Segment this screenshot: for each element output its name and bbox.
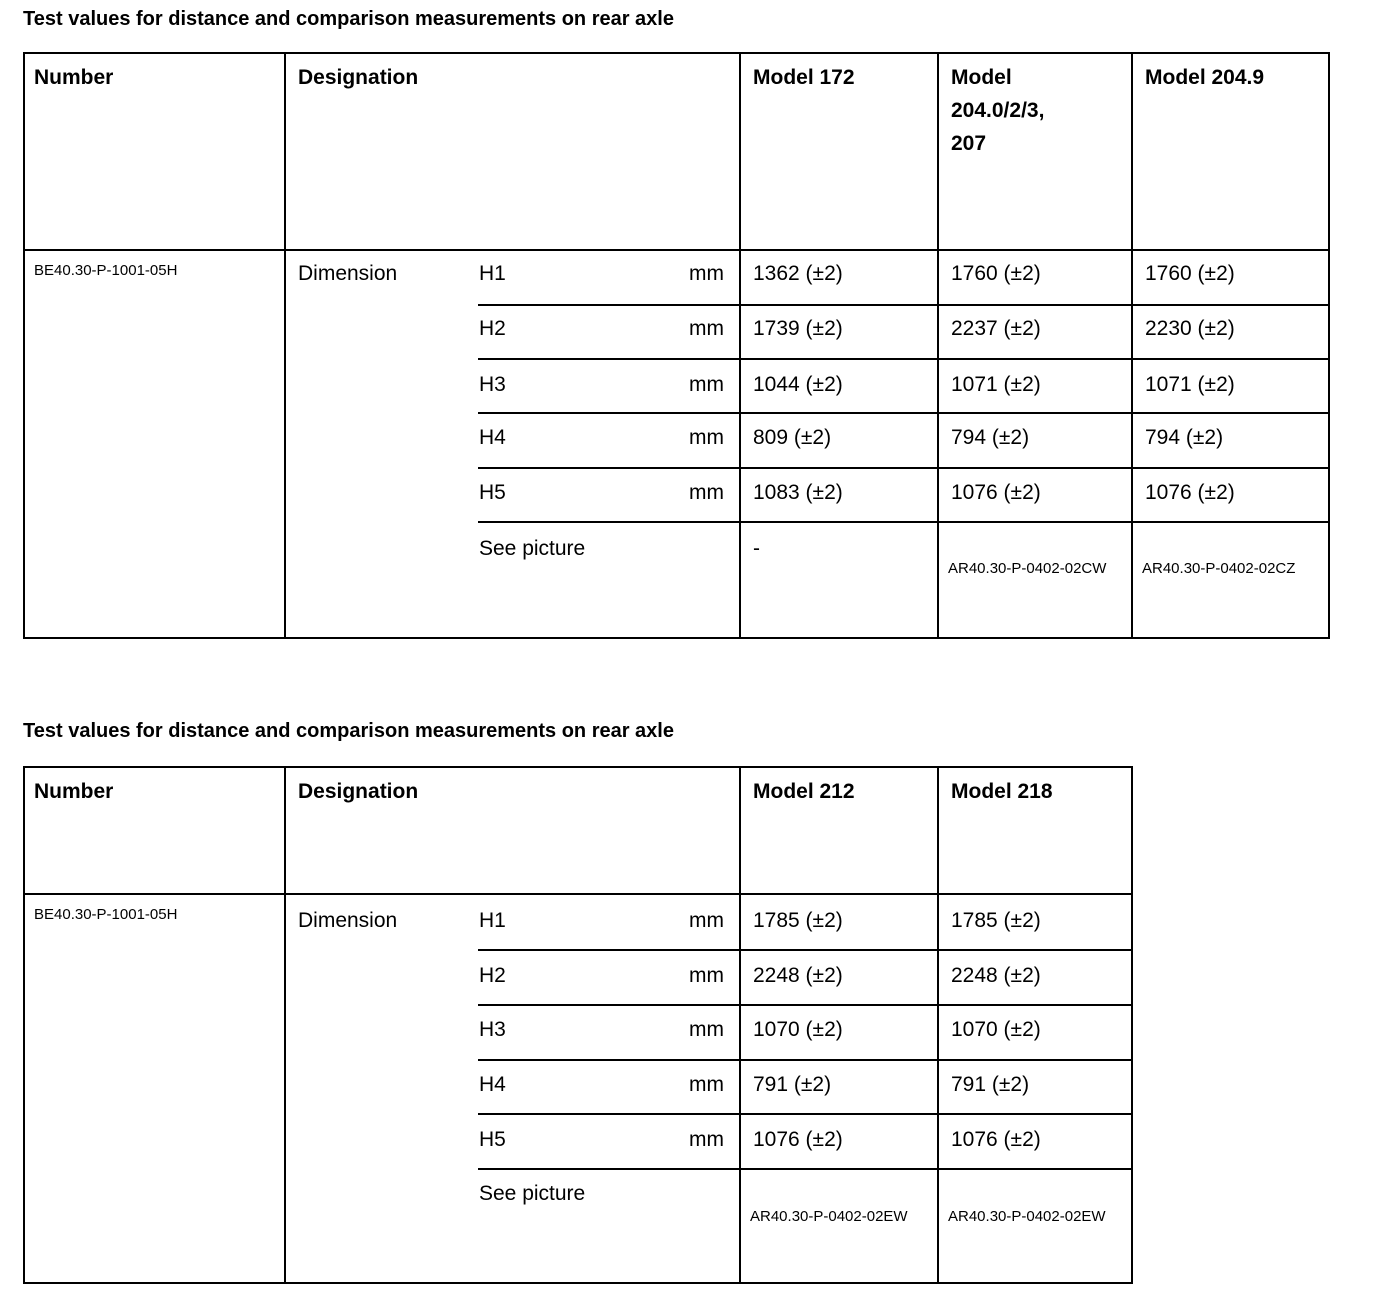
table-rule xyxy=(478,412,1329,414)
table-rule xyxy=(478,467,1329,469)
table-rule xyxy=(478,1059,1132,1061)
picture-reference[interactable]: AR40.30-P-0402-02CZ xyxy=(1142,560,1296,577)
measurement-value: 1044 (±2) xyxy=(753,373,843,396)
table-rule xyxy=(478,358,1329,360)
table-rule xyxy=(23,637,1329,639)
measurement-value: 2248 (±2) xyxy=(951,964,1041,987)
see-picture-label: See picture xyxy=(479,537,586,560)
unit-label: mm xyxy=(689,909,724,932)
dimension-code: H1 xyxy=(479,909,506,932)
table-rule xyxy=(478,1113,1132,1115)
header-number: Number xyxy=(34,780,114,803)
unit-label: mm xyxy=(689,481,724,504)
measurement-value: 1760 (±2) xyxy=(1145,262,1235,285)
measurement-value: 1071 (±2) xyxy=(1145,373,1235,396)
measurement-value: 794 (±2) xyxy=(951,426,1030,449)
dimension-code: H4 xyxy=(479,1073,506,1096)
table-rule xyxy=(937,52,939,639)
unit-label: mm xyxy=(689,262,724,285)
measurement-value: 1760 (±2) xyxy=(951,262,1041,285)
unit-label: mm xyxy=(689,1018,724,1041)
measurement-value: 1083 (±2) xyxy=(753,481,843,504)
picture-reference[interactable]: AR40.30-P-0402-02EW xyxy=(948,1208,1106,1225)
dimension-code: H2 xyxy=(479,964,506,987)
table-rule xyxy=(23,249,1329,251)
header-number: Number xyxy=(34,66,114,89)
measurement-value: 1076 (±2) xyxy=(1145,481,1235,504)
table-rule xyxy=(23,1282,1132,1284)
measurement-value: 791 (±2) xyxy=(951,1073,1030,1096)
measurement-value: 1070 (±2) xyxy=(753,1018,843,1041)
dimension-code: H5 xyxy=(479,481,506,504)
measurement-value: 1070 (±2) xyxy=(951,1018,1041,1041)
header-designation: Designation xyxy=(298,780,419,803)
table-rule xyxy=(739,766,741,1284)
header-model: Model 212 xyxy=(753,780,855,803)
unit-label: mm xyxy=(689,1128,724,1151)
table-rule xyxy=(23,52,25,639)
measurement-value: 1739 (±2) xyxy=(753,317,843,340)
dimension-code: H2 xyxy=(479,317,506,340)
measurement-value: 1071 (±2) xyxy=(951,373,1041,396)
measurement-value: 794 (±2) xyxy=(1145,426,1224,449)
measurement-value: 1076 (±2) xyxy=(951,1128,1041,1151)
unit-label: mm xyxy=(689,317,724,340)
unit-label: mm xyxy=(689,964,724,987)
dimension-code: H1 xyxy=(479,262,506,285)
table-rule xyxy=(478,304,1329,306)
dimension-code: H5 xyxy=(479,1128,506,1151)
measurement-value: 1785 (±2) xyxy=(753,909,843,932)
unit-label: mm xyxy=(689,426,724,449)
table-rule xyxy=(1328,52,1330,639)
table-rule xyxy=(284,52,286,639)
measurement-value: 2237 (±2) xyxy=(951,317,1041,340)
measurement-value: 809 (±2) xyxy=(753,426,832,449)
header-model: Model 204.0/2/3, 207 xyxy=(951,66,1045,155)
measurement-value: 1076 (±2) xyxy=(753,1128,843,1151)
header-model: Model 218 xyxy=(951,780,1053,803)
dimension-label: Dimension xyxy=(298,262,398,285)
table-rule xyxy=(478,1004,1132,1006)
table-rule xyxy=(739,52,741,639)
table-rule xyxy=(284,766,286,1284)
table-rule xyxy=(23,52,1329,54)
dimension-code: H3 xyxy=(479,1018,506,1041)
measurement-value: 2230 (±2) xyxy=(1145,317,1235,340)
header-model: Model 172 xyxy=(753,66,855,89)
table-rule xyxy=(937,766,939,1284)
see-picture-label: See picture xyxy=(479,1182,586,1205)
unit-label: mm xyxy=(689,373,724,396)
dimension-code: H3 xyxy=(479,373,506,396)
table-rule xyxy=(1131,52,1133,639)
table-rule xyxy=(23,766,1132,768)
table-1-title: Test values for distance and comparison measurements on rear axle xyxy=(23,8,674,30)
table-rule xyxy=(478,521,1329,523)
header-designation: Designation xyxy=(298,66,419,89)
table-rule xyxy=(23,766,25,1284)
picture-reference[interactable]: AR40.30-P-0402-02CW xyxy=(948,560,1107,577)
table-rule xyxy=(478,949,1132,951)
header-model: Model 204.9 xyxy=(1145,66,1265,89)
table-rule xyxy=(478,1168,1132,1170)
measurement-value: 2248 (±2) xyxy=(753,964,843,987)
picture-reference: - xyxy=(753,537,760,560)
measurement-value: 791 (±2) xyxy=(753,1073,832,1096)
measurement-value: 1362 (±2) xyxy=(753,262,843,285)
measurement-value: 1785 (±2) xyxy=(951,909,1041,932)
table-rule xyxy=(1131,766,1133,1284)
reference-number: BE40.30-P-1001-05H xyxy=(34,262,178,279)
dimension-label: Dimension xyxy=(298,909,398,932)
picture-reference[interactable]: AR40.30-P-0402-02EW xyxy=(750,1208,908,1225)
table-rule xyxy=(23,893,1132,895)
reference-number: BE40.30-P-1001-05H xyxy=(34,906,178,923)
measurement-value: 1076 (±2) xyxy=(951,481,1041,504)
unit-label: mm xyxy=(689,1073,724,1096)
table-2-title: Test values for distance and comparison measurements on rear axle xyxy=(23,720,674,742)
dimension-code: H4 xyxy=(479,426,506,449)
